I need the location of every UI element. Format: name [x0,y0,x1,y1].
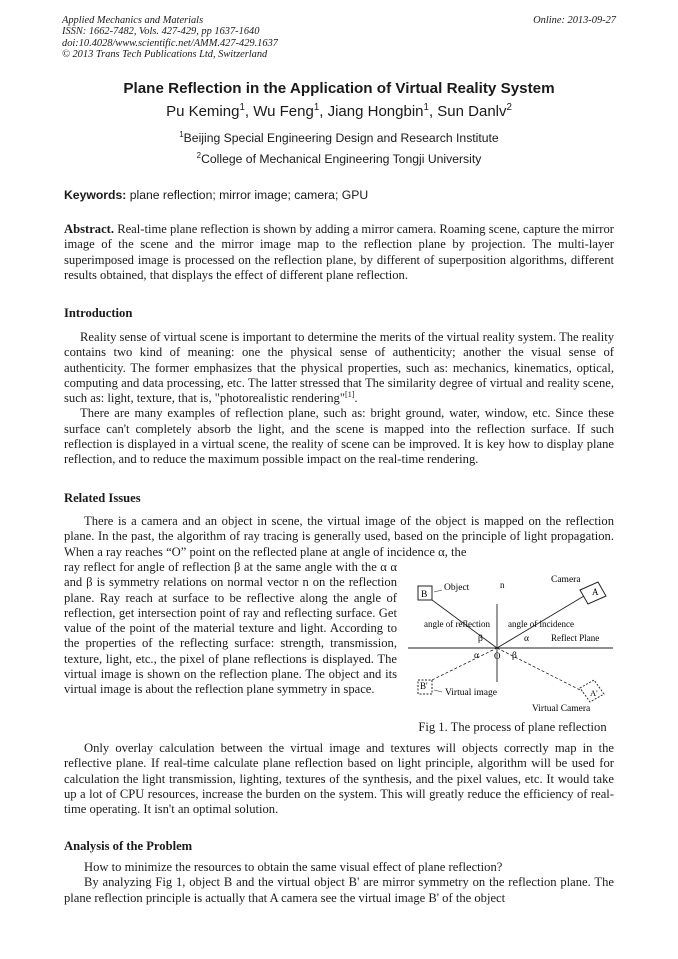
affiliation-1: $^1$Beijing Special Engineering Design and Research Institute [179,129,499,145]
leader-virtual-image [434,690,442,692]
label-angle-incidence: angle of incidence [508,619,574,629]
issn-line: ISSN: 1662-7482, Vols. 427-429, pp 1637-1640 [62,26,260,38]
analysis-paragraph-1: How to minimize the resources to obtain the same visual effect of plane reflection? [84,860,503,874]
label-normal: n [500,580,505,590]
leader-object [434,590,442,592]
label-b: B [421,590,428,600]
figure-plane-reflection [408,572,618,717]
label-a-prime: A' [590,688,598,698]
analysis-body [64,860,614,906]
section-heading-related-issues: Related Issues [64,491,141,505]
section-heading-introduction: Introduction [64,306,133,320]
paper-title: Plane Reflection in the Application of Virtual Reality System [123,80,555,97]
virtual-ray-a [497,648,588,694]
label-alpha-upper: α [524,634,529,644]
label-alpha-lower: α [474,651,479,661]
related-paragraph-wrap: ray reflect for angle of reflection β at the same angle with the α α and β is symmetry relations on normal vector n on the reflection plane. Ray reach at surface to be reflective along the angle of reflection, get intersection point of ray and reflecting surface. Get value of the point of the material texture and light. According to the properties of the reflecting surface: strength, transmission, texture, light, etc., the pixel of plane reflections is displayed. The virtual image is shown on the reflection plane. The object and its virtual image is about the reflection plane symmetry in space. [64,560,397,697]
section-heading-analysis: Analysis of the Problem [64,839,193,853]
abstract-label: Abstract. [64,222,115,236]
affiliation-2: $^2$College of Mechanical Engineering Tongji University [196,150,482,166]
label-b-prime: B' [420,681,428,691]
label-o: O [494,651,501,661]
abstract [64,222,614,283]
keywords-text: plane reflection; mirror image; camera; GPU [129,188,369,202]
running-header [62,15,616,61]
doi-line: doi:10.4028/www.scientific.net/AMM.427-429.1637 [62,37,278,49]
introduction-body [64,330,614,468]
intro-paragraph-2: There are many examples of reflection plane, such as: bright ground, water, window, etc. Since these surface can't completely absorb the light, and the scene is mapped into the reflection surface. If such reflection is displayed in a virtual scene, the reality of scene can be improved. It is key how to display plane reflection, and to reduce the maximum possible impact on the real-time rendering. [64,406,614,467]
author: Wu Feng$^1$, [253,102,328,120]
label-a: A [592,587,599,597]
virtual-ray-b [432,648,497,680]
author-list [0,103,678,120]
author: Sun Danlv$^2$ [437,102,512,120]
citation-ref: [1] [344,390,355,399]
label-camera: Camera [551,575,581,585]
analysis-paragraph-2: By analyzing Fig 1, object B and the virtual object B' are mirror symmetry on the reflection plane. The plane reflection principle is actually that A camera see the virtual image B' of the object [64,875,614,905]
copyright-line: © 2013 Trans Tech Publications Ltd, Switzerland [62,49,268,61]
label-virtual-image: Virtual image [445,688,497,698]
journal-name: Applied Mechanics and Materials [62,15,204,26]
figure-caption: Fig 1. The process of plane reflection [418,720,607,734]
abstract-text: Real-time plane reflection is shown by adding a mirror camera. Roaming scene, capture the mirror image of the scene and the mirror image map to the reflection plane by projection. The multi-layer superimposed image is processed on the reflection plane, by different of superposition algorithms, different results obtained, that displays the effect of different plane reflection. [64,222,614,282]
label-virtual-camera: Virtual Camera [532,704,591,714]
label-angle-reflection: angle of reflection [424,619,490,629]
online-date: Online: 2013-09-27 [533,15,616,26]
related-paragraph-2: Only overlay calculation between the virtual image and textures will objects correctly map in the reflective plane. If real-time calculate plane reflection based on light principle, algorithm will be used for calculation the light transmission, lighting, textures of the synthesis, and the pixel values, etc. It would take up a lot of CPU resources, increase the burden on the system. This will greatly reduce the efficiency of real-time operating. It isn't an optimal solution. [64,741,614,817]
label-beta-upper: β [478,634,483,644]
label-beta-lower: β [512,651,517,661]
intro-paragraph-1: Reality sense of virtual scene is important to determine the merits of the virtual reality system. The reality contains two kind of meaning: one the physical sense of authenticity; another the visual sense of authenticity. The former emphasizes that the physical properties, such as: mechanics, kinematics, optical, computing and data processing, etc. The latter stressed that The similarity degree of virtual and reality scene, such as: light, texture, that is, "photorealistic rendering"[1]. [64,330,614,406]
label-object: Object [444,583,470,593]
label-reflect-plane: Reflect Plane [551,633,600,643]
related-paragraph-1: There is a camera and an object in scene, the virtual image of the object is mapped on the reflection plane. In the past, the algorithm of ray tracing is generally used, based on the principle of light propagation. When a ray reaches “O” point on the reflected plane at angle of incidence α, the [64,514,614,559]
author: Jiang Hongbin$^1$, [327,102,438,120]
author: Pu Keming$^1$, [166,102,254,120]
keywords-label: Keywords: [64,188,127,202]
keywords [64,188,368,202]
